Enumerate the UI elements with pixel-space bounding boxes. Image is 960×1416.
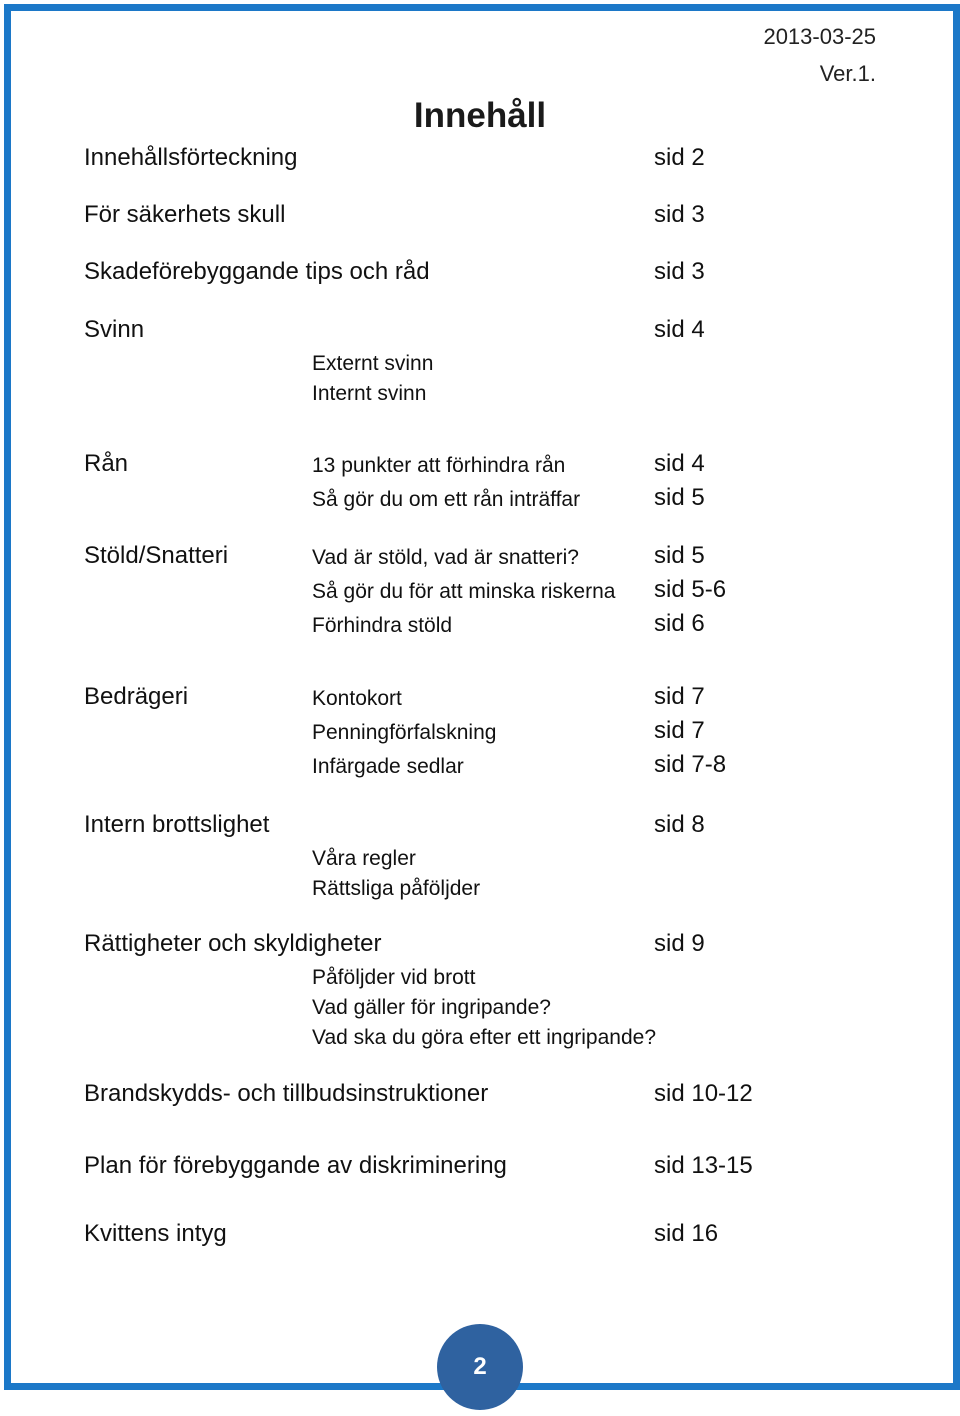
toc-subentry: Påföljder vid brott <box>312 966 476 989</box>
toc-entry-page: sid 6 <box>654 610 705 637</box>
toc-subentry: 13 punkter att förhindra rån <box>312 454 566 477</box>
document-date: 2013-03-25 <box>763 24 876 49</box>
toc-entry-bedrageri <box>84 683 884 778</box>
toc-entry-page: sid 7 <box>654 717 705 744</box>
toc-entry-title: Stöld/Snatteri <box>84 542 229 569</box>
toc-entry-page: sid 7 <box>654 683 705 710</box>
toc-entry-page: sid 4 <box>654 450 705 477</box>
toc-entry-brand <box>84 1080 884 1120</box>
page-number: 2 <box>473 1353 487 1380</box>
toc-entry-page: sid 7-8 <box>654 751 727 778</box>
toc-subentry: Våra regler <box>312 847 416 870</box>
toc-subentry: Vad gäller för ingripande? <box>312 996 551 1019</box>
toc-entry-plan <box>84 1152 884 1192</box>
toc-subentry: Infärgade sedlar <box>312 755 464 778</box>
toc-entry-title: Skadeförebyggande tips och råd <box>84 258 430 285</box>
toc-entry-title: Svinn <box>84 316 145 343</box>
toc-subentry: Så gör du om ett rån inträffar <box>312 488 581 511</box>
toc-entry-page: sid 5 <box>654 542 705 569</box>
toc-entry-page: sid 9 <box>654 930 705 957</box>
toc-entry-page: sid 3 <box>654 258 705 285</box>
toc-entry-stold <box>84 542 884 637</box>
toc-entry-page: sid 13-15 <box>654 1152 753 1179</box>
toc-subentry: Vad är stöld, vad är snatteri? <box>312 546 579 569</box>
toc-subentry: Rättsliga påföljder <box>312 877 481 900</box>
toc-entry-intern <box>84 811 884 900</box>
toc-entry-page: sid 8 <box>654 811 705 838</box>
toc-subentry: Penningförfalskning <box>312 721 497 744</box>
page-number-badge <box>437 1324 523 1410</box>
toc-entry-title: Innehållsförteckning <box>84 144 298 171</box>
toc-entry-page: sid 5-6 <box>654 576 727 603</box>
toc-entry-rattigheter <box>84 930 884 1049</box>
toc-entry-title: Plan för förebyggande av diskriminering <box>84 1152 507 1179</box>
toc-entry-page: sid 16 <box>654 1220 719 1247</box>
document-version: Ver.1. <box>819 61 876 86</box>
toc-entry-page: sid 5 <box>654 484 705 511</box>
toc-entry-page: sid 10-12 <box>654 1080 753 1107</box>
toc-entry-title: Kvittens intyg <box>84 1220 227 1247</box>
toc-entry-svinn <box>84 316 884 405</box>
toc-subentry: Förhindra stöld <box>312 614 453 637</box>
page-title: Innehåll <box>413 96 547 135</box>
toc-entry-sakerhet <box>84 201 884 241</box>
toc-entry-page: sid 3 <box>654 201 705 228</box>
toc-subentry: Så gör du för att minska riskerna <box>312 580 616 603</box>
toc-entry-title: Bedrägeri <box>84 683 189 710</box>
toc-entry-title: Brandskydds- och tillbudsinstruktioner <box>84 1080 489 1107</box>
toc-entry-page: sid 2 <box>654 144 705 171</box>
toc-entry-title: Intern brottslighet <box>84 811 270 838</box>
toc-entry-innehall <box>84 144 884 184</box>
toc-entry-title: Rättigheter och skyldigheter <box>84 930 382 957</box>
toc-entry-title: Rån <box>84 450 129 477</box>
toc-entry-page: sid 4 <box>654 316 705 343</box>
toc-entry-tips <box>84 258 884 298</box>
toc-subentry: Kontokort <box>312 687 402 710</box>
toc-subentry: Externt svinn <box>312 352 434 375</box>
toc-subentry: Vad ska du göra efter ett ingripande? <box>312 1026 657 1049</box>
toc-subentry: Internt svinn <box>312 382 427 405</box>
toc-entry-ran <box>84 448 884 511</box>
toc-entry-kvittens <box>84 1220 884 1260</box>
toc-entry-title: För säkerhets skull <box>84 201 286 228</box>
